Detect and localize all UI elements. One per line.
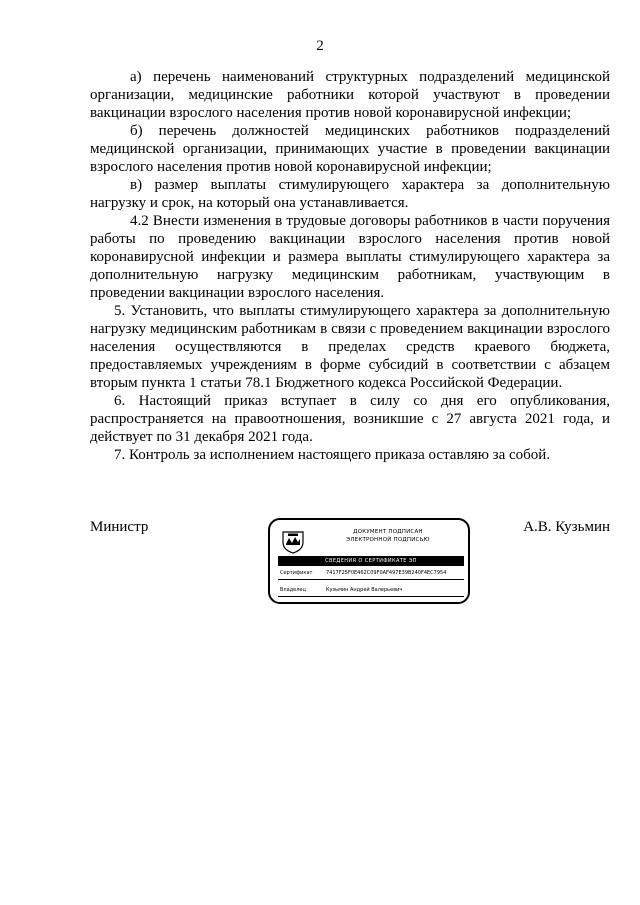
paragraph-7: 7. Контроль за исполнением настоящего приказа оставляю за собой.: [114, 447, 551, 463]
coat-of-arms-icon: [280, 528, 306, 554]
electronic-signature-stamp: [268, 518, 470, 604]
signer-title: Министр: [90, 519, 149, 535]
paragraph-5: 5. Установить, что выплаты стимулирующего характера за дополнительную нагрузку медицинским работникам в связи с проведением вакцинации взрослого населения осуществляются в пределах средств краевого бюджета, предоставляемых учреждениям в форме субсидий в соответствии с абзацем вторым пункта 1 статьи 78.1 Бюджетного кодекса Российской Федерации.: [90, 303, 610, 391]
stamp-certificate-row: [280, 569, 466, 577]
stamp-certificate-bar: СВЕДЕНИЯ О СЕРТИФИКАТЕ ЭП: [278, 556, 464, 566]
paragraph-4-2: 4.2 Внести изменения в трудовые договоры работников в части поручения работы по проведению вакцинации взрослого населения против новой коронавирусной инфекции и размера выплаты стимулирующего характера за дополнительную нагрузку медицинским работникам, участвующим в проведении вакцинации взрослого населения.: [90, 213, 610, 301]
paragraph-v: в) размер выплаты стимулирующего характера за дополнительную нагрузку и срок, на который она устанавливается.: [90, 177, 610, 211]
paragraph-6: 6. Настоящий приказ вступает в силу со дня его опубликования, распространяется на правоотношения, возникшие с 27 августа 2021 года, и действует по 31 декабря 2021 года.: [90, 393, 610, 445]
stamp-header: [318, 528, 458, 544]
paragraph-a: а) перечень наименований структурных подразделений медицинской организации, медицинские работники которой участвуют в проведении вакцинации взрослого населения против новой коронавирусной инфекции;: [90, 69, 610, 121]
cert-label: Сертификат: [280, 570, 313, 576]
stamp-divider: [278, 596, 464, 597]
document-body: [90, 68, 610, 464]
paragraph-b: б) перечень должностей медицинских работников подразделений медицинской организации, принимающих участие в проведении вакцинации взрослого населения против новой коронавирусной инфекции;: [90, 123, 610, 175]
cert-value: 7417F25F0E462C09F0AF497E39B240F4EC7954: [326, 570, 447, 576]
stamp-divider: [278, 579, 464, 580]
stamp-header-line2: ЭЛЕКТРОННОЙ ПОДПИСЬЮ: [346, 537, 430, 543]
stamp-header-line1: ДОКУМЕНТ ПОДПИСАН: [353, 529, 423, 535]
signer-name: А.В. Кузьмин: [523, 519, 610, 535]
owner-value: Кузьмин Андрей Валерьевич: [326, 587, 403, 593]
owner-label: Владелец: [280, 587, 306, 593]
stamp-owner-row: [280, 586, 466, 594]
page-number: 2: [316, 38, 324, 54]
